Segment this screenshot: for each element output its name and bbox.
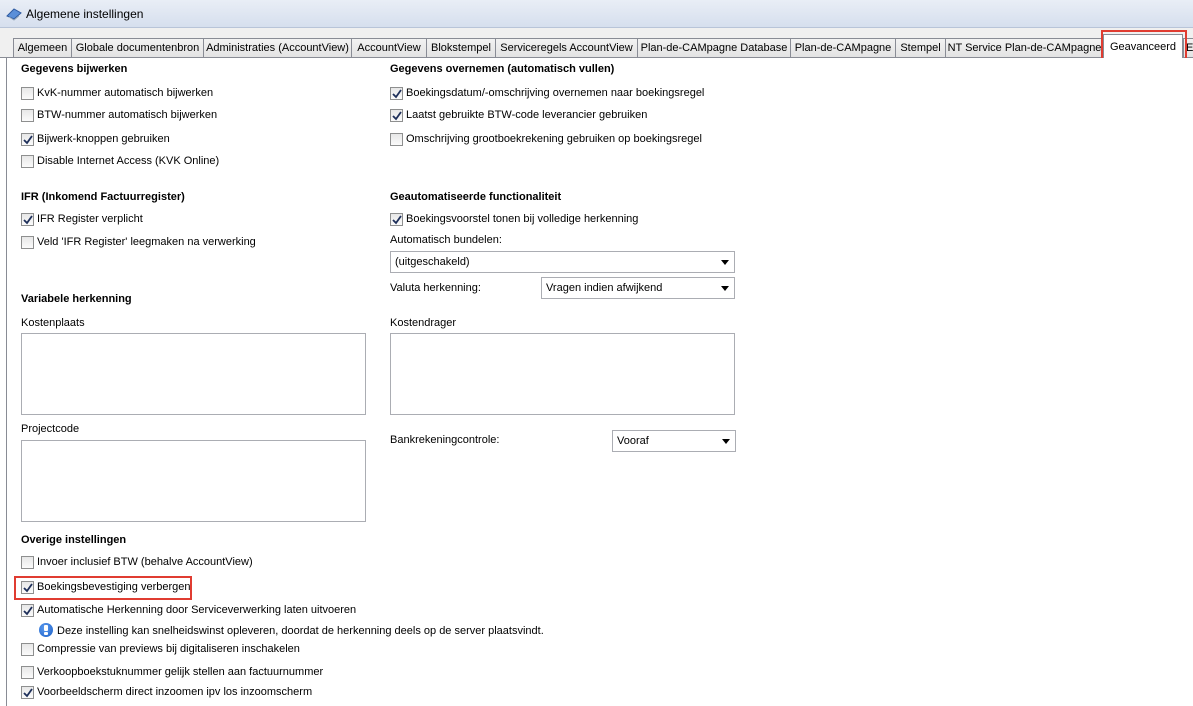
checkbox[interactable] — [21, 155, 34, 168]
option-label: Boekingsdatum/-omschrijving overnemen naar boekingsregel — [406, 87, 705, 99]
bundelen-value: (uitgeschakeld) — [395, 256, 470, 268]
tab-nt-service[interactable]: NT Service Plan-de-CAMpagne — [945, 38, 1104, 57]
checkmark-icon — [23, 135, 33, 145]
section-ifr: IFR (Inkomend Factuurregister) — [21, 191, 185, 203]
tab-geavanceerd[interactable]: Geavanceerd — [1103, 34, 1183, 58]
bankcontrole-label: Bankrekeningcontrole: — [390, 434, 500, 446]
valuta-value: Vragen indien afwijkend — [546, 282, 663, 294]
checkmark-icon — [392, 89, 402, 99]
chevron-down-icon — [722, 439, 730, 444]
kostendrager-input[interactable] — [390, 333, 735, 415]
checkbox-checked[interactable] — [390, 87, 403, 100]
option-label: Voorbeeldscherm direct inzoomen ipv los inzoomscherm — [37, 686, 313, 698]
section-gegevens-overnemen: Gegevens overnemen (automatisch vullen) — [390, 63, 615, 75]
window-titlebar — [0, 0, 1193, 28]
valuta-select[interactable] — [541, 277, 735, 299]
bankcontrole-select[interactable] — [612, 430, 736, 452]
section-geautomatiseerd: Geautomatiseerde functionaliteit — [390, 191, 562, 203]
option-label: Laatst gebruikte BTW-code leverancier gebruiken — [406, 109, 648, 121]
checkmark-icon — [23, 583, 33, 593]
tab-overflow[interactable]: E — [1183, 38, 1193, 57]
tab-serviceregels-accountview[interactable]: Serviceregels AccountView — [495, 38, 638, 57]
checkmark-icon — [392, 215, 402, 225]
checkbox-checked[interactable] — [390, 109, 403, 122]
chevron-down-icon — [721, 260, 729, 265]
checkbox[interactable] — [21, 236, 34, 249]
info-icon — [39, 623, 53, 637]
projectcode-input[interactable] — [21, 440, 366, 522]
option-label: IFR Register verplicht — [37, 213, 143, 225]
app-icon — [6, 7, 22, 21]
projectcode-label: Projectcode — [21, 423, 80, 435]
bankcontrole-value: Vooraf — [617, 435, 649, 447]
kostenplaats-input[interactable] — [21, 333, 366, 415]
tab-algemeen[interactable]: Algemeen — [13, 38, 72, 57]
window-title: Algemene instellingen — [26, 7, 144, 21]
option-label: KvK-nummer automatisch bijwerken — [37, 87, 214, 99]
option-label: Verkoopboekstuknummer gelijk stellen aan factuurnummer — [37, 666, 324, 678]
checkbox[interactable] — [21, 643, 34, 656]
checkbox[interactable] — [21, 109, 34, 122]
bundelen-label: Automatisch bundelen: — [390, 234, 502, 246]
bundelen-select[interactable] — [390, 251, 735, 273]
option-label: Boekingsvoorstel tonen bij volledige herkenning — [406, 213, 639, 225]
checkmark-icon — [23, 606, 33, 616]
option-label: Veld 'IFR Register' leegmaken na verwerking — [37, 236, 256, 248]
tab-plan-de-campagne[interactable]: Plan-de-CAMpagne — [790, 38, 896, 57]
info-text: Deze instelling kan snelheidswinst opleveren, doordat de herkenning deels op de server plaatsvindt. — [57, 625, 544, 637]
tab-accountview[interactable]: AccountView — [351, 38, 427, 57]
option-label: Omschrijving grootboekrekening gebruiken op boekingsregel — [406, 133, 702, 145]
option-label: Disable Internet Access (KVK Online) — [37, 155, 220, 167]
chevron-down-icon — [721, 286, 729, 291]
checkbox-checked[interactable] — [21, 581, 34, 594]
option-label: Compressie van previews bij digitaliseren inschakelen — [37, 643, 300, 655]
checkbox-checked[interactable] — [390, 213, 403, 226]
tab-blokstempel[interactable]: Blokstempel — [426, 38, 496, 57]
checkbox-checked[interactable] — [21, 686, 34, 699]
tab-administraties-accountview[interactable]: Administraties (AccountView) — [203, 38, 352, 57]
tab-stempel[interactable]: Stempel — [895, 38, 946, 57]
checkbox-checked[interactable] — [21, 604, 34, 617]
checkmark-icon — [23, 688, 33, 698]
checkmark-icon — [392, 111, 402, 121]
section-gegevens-bijwerken: Gegevens bijwerken — [21, 63, 128, 75]
kostendrager-label: Kostendrager — [390, 317, 457, 329]
checkbox[interactable] — [21, 87, 34, 100]
section-variabele-herkenning: Variabele herkenning — [21, 293, 132, 305]
checkbox[interactable] — [390, 133, 403, 146]
option-label: Automatische Herkenning door Serviceverwerking laten uitvoeren — [37, 604, 357, 616]
option-label: Bijwerk-knoppen gebruiken — [37, 133, 170, 145]
checkbox-checked[interactable] — [21, 133, 34, 146]
checkmark-icon — [23, 215, 33, 225]
checkbox[interactable] — [21, 556, 34, 569]
section-overige-instellingen: Overige instellingen — [21, 534, 127, 546]
checkbox-checked[interactable] — [21, 213, 34, 226]
tab-pdc-database[interactable]: Plan-de-CAMpagne Database — [637, 38, 791, 57]
option-label: BTW-nummer automatisch bijwerken — [37, 109, 218, 121]
option-label: Boekingsbevestiging verbergen — [37, 581, 191, 593]
option-label: Invoer inclusief BTW (behalve AccountView) — [37, 556, 253, 568]
tab-strip — [0, 28, 1193, 58]
checkbox[interactable] — [21, 666, 34, 679]
valuta-label: Valuta herkenning: — [390, 282, 481, 294]
kostenplaats-label: Kostenplaats — [21, 317, 85, 329]
tab-globale-documentenbron[interactable]: Globale documentenbron — [71, 38, 204, 57]
